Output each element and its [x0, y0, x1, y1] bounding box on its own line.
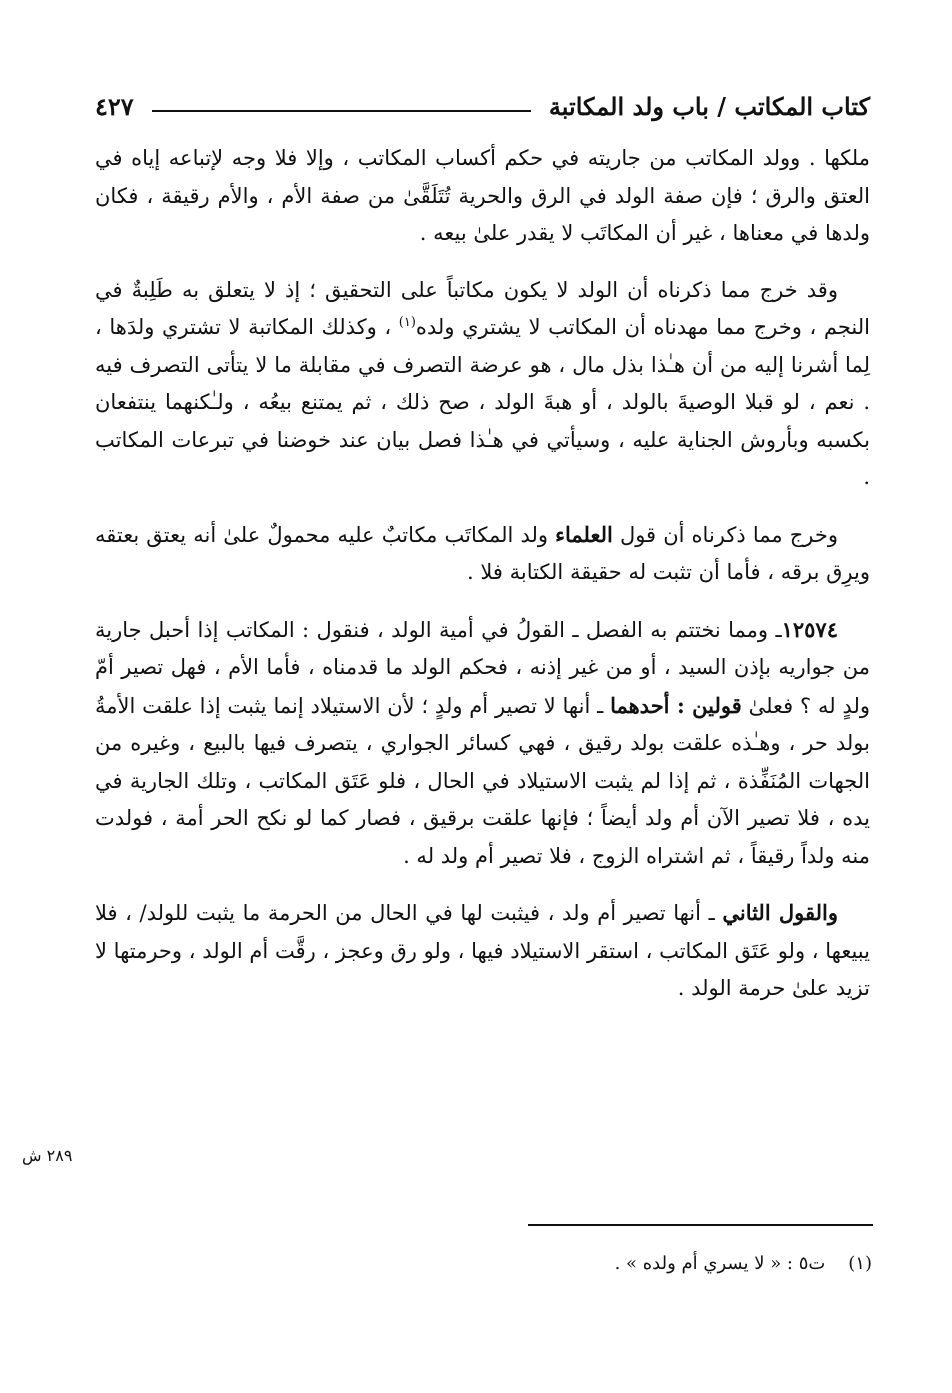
paragraph-3-text: وخرج مما ذكرناه أن قول [612, 522, 838, 547]
paragraph-3-bold: العلماء [555, 521, 613, 547]
footnote-marker: (١) [848, 1253, 872, 1274]
paragraph-2-text-cont: ، وكذلك المكاتبة لا تشتري ولدَها ، لِما أشرنا إليه من أن هـٰذا بذل مال ، هو عرضة التصرف في مقابلة ما لا يتأتى التصرف فيه . نعم ، لو قبلا الوصيةَ بالولد ، أو هبةَ الولد ، صح ذلك ، ثم يمتنع بيعُه ، ولـٰكنهما ينتفعان بكسبه وبأروش الجناية عليه ، وسيأتي في هـٰذا فصل بيان عند خوضنا في تبرعات المكاتب . [95, 315, 870, 489]
paragraph-4 [95, 611, 870, 876]
main-text [95, 140, 870, 1008]
chapter-title: كتاب المكاتب / باب ولد المكاتبة [548, 91, 870, 121]
page-number: ٤٢٧ [95, 91, 134, 121]
paragraph-1-text: ملكها . وولد المكاتب من جاريته في حكم أكساب المكاتب ، وإلا فلا وجه لإتباعه إياه في العتق والرق ؛ فإن صفة الولد في الرق والحرية تُتَلَقَّىٰ من صفة الأم ، والأم رقيقة ، فكان ولدها في معناها ، غير أن المكاتَب لا يقدر علىٰ بيعه . [95, 146, 870, 245]
paragraph-3-text-cont: ولد المكاتَب مكاتبٌ عليه محمولٌ علىٰ أنه يعتق بعتقه ويرِق برقه ، فأما أن تثبت له حقيقة الكتابة فلا . [95, 522, 870, 584]
paragraph-5 [95, 894, 870, 1008]
paragraph-5-text: ـ أنها تصير أم ولد ، فيثبت لها في الحال من الحرمة ما يثبت للولد/ ، فلا يبيعها ، ولو عَتَق المكاتب ، استقر الاستيلاد فيها ، ولو رق وعجز ، رقَّت أم الولد ، وحرمتها لا تزيد علىٰ حرمة الولد . [95, 901, 870, 1000]
running-header [95, 86, 870, 126]
paragraph-4-text-cont: ـ أنها لا تصير أم ولدٍ ؛ لأن الاستيلاد إنما يثبت إذا علقت الأمةُ بولد حر ، وهـٰذه علقت بولد رقيق ، فهي كسائر الجواري ، يتصرف فيها بالبيع ، وغيره من الجهات المُنَفِّذة ، ثم إذا لم يثبت الاستيلاد في الحال ، فلو عَتَق المكاتب ، وتلك الجارية في يده ، فلا تصير الآن أم ولد أيضاً ؛ فإنها علقت برقيق ، فصار كما لو نكح الحر أمة ، فولدت منه ولداً رقيقاً ، ثم اشتراه الزوج ، فلا تصير أم ولد له . [95, 693, 870, 868]
paragraph-1 [95, 140, 870, 253]
margin-note: ٢٨٩ ش [22, 1146, 73, 1165]
footnote-rule [528, 1224, 873, 1226]
footnote-ref[interactable]: (١) [398, 315, 416, 330]
paragraph-5-bold: والقول الثاني [722, 900, 838, 925]
paragraph-2 [95, 272, 870, 497]
header-rule [152, 110, 531, 112]
paragraph-4-text: ـ ومما نختتم به الفصل ـ القولُ في أمية الولد ، فنقول : المكاتب إذا أحبل جارية من جواريه بإذن السيد ، أو من غير إذنه ، فحكم الولد ما قدمناه ، فأما الأم ، فهل تصير أمّ ولدٍ له ؟ فعلىٰ [95, 617, 870, 718]
paragraph-2-text: وقد خرج مما ذكرناه أن الولد لا يكون مكاتباً على التحقيق ؛ إذ لا يتعلق به طَلِبةٌ في النجم ، وخرج مما مهدناه أن المكاتب لا يشتري ولده [95, 277, 870, 339]
footnote-text: ت٥ : « لا يسري أم ولده » . [614, 1253, 826, 1274]
footnote [560, 1250, 872, 1278]
section-number: ١٢٥٧٤ [781, 616, 838, 642]
paragraph-4-bold: قولين : أحدهما [610, 692, 742, 718]
paragraph-3 [95, 516, 870, 592]
